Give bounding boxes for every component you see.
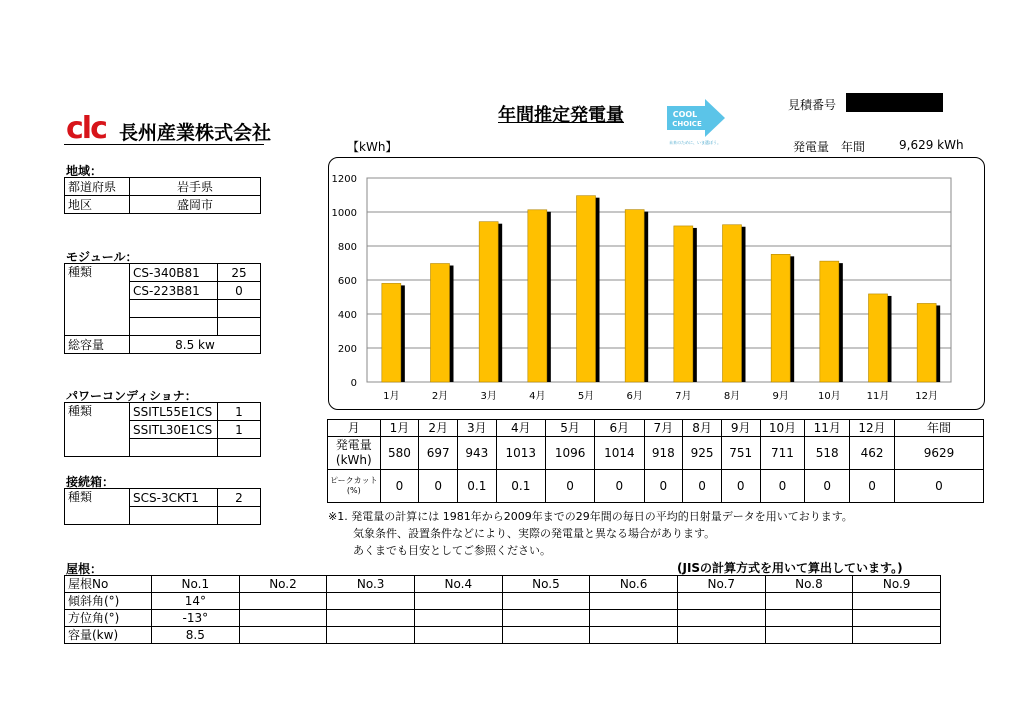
module-heading: モジュール： <box>66 250 138 264</box>
roof-cell <box>677 627 765 644</box>
bar <box>528 210 547 382</box>
roof-column-header: No.3 <box>327 576 415 593</box>
peak-label-line2: (%) <box>346 486 361 495</box>
generation-value: 751 <box>721 437 760 470</box>
roof-heading: 屋根： <box>66 562 103 576</box>
annual-generation-label: 発電量 年間 <box>793 140 866 154</box>
y-tick-label: 400 <box>337 310 357 321</box>
page-title: 年間推定発電量 <box>498 105 624 126</box>
region-table <box>64 177 261 214</box>
region-value-prefecture: 岩手県 <box>130 178 261 196</box>
bar <box>479 222 498 382</box>
y-tick-label: 1200 <box>331 174 357 185</box>
junction-type-label: 種類 <box>65 489 130 525</box>
roof-column-header: No.6 <box>590 576 678 593</box>
bar <box>577 196 596 382</box>
roof-column-header: No.4 <box>414 576 502 593</box>
roof-cell <box>414 593 502 610</box>
generation-value: 697 <box>419 437 458 470</box>
generation-annual-value: 9629 <box>895 437 984 470</box>
roof-cell <box>590 593 678 610</box>
month-header: 12月 <box>850 420 895 437</box>
junction-model <box>130 507 218 525</box>
module-qty <box>218 318 261 336</box>
region-label-prefecture: 都道府県 <box>65 178 130 196</box>
roof-cell <box>239 593 327 610</box>
bar <box>917 303 936 382</box>
generation-value: 580 <box>380 437 419 470</box>
roof-cell <box>414 610 502 627</box>
y-tick-label: 1000 <box>331 208 357 219</box>
peak-value: 0 <box>850 470 895 503</box>
month-header: 9月 <box>721 420 760 437</box>
generation-value: 518 <box>805 437 850 470</box>
module-total-label: 総容量 <box>65 336 130 354</box>
roof-table <box>64 575 941 644</box>
x-tick-label: 8月 <box>723 391 741 402</box>
unit-label: 【kWh】 <box>347 140 398 154</box>
module-model: CS-223B81 <box>130 282 218 300</box>
peak-row-label <box>328 470 381 503</box>
peak-value: 0.1 <box>496 470 545 503</box>
generation-label-line1: 発電量 <box>335 438 372 452</box>
roof-cell: 14° <box>152 593 240 610</box>
month-header: 3月 <box>457 420 496 437</box>
pcs-qty: 1 <box>218 403 261 421</box>
note-line-3: あくまでも目安としてご参照ください。 <box>353 544 551 557</box>
x-tick-label: 9月 <box>772 391 789 402</box>
peak-value: 0 <box>760 470 805 503</box>
roof-row-label: 方位角(°) <box>65 610 152 627</box>
module-type-label: 種類 <box>65 264 130 336</box>
roof-cell <box>414 627 502 644</box>
power-conditioner-heading: パワーコンディショナ： <box>66 389 197 403</box>
cool-choice-line1: COOL <box>672 110 698 119</box>
generation-value: 1014 <box>595 437 644 470</box>
region-heading: 地域： <box>66 164 103 178</box>
module-qty <box>218 300 261 318</box>
roof-column-header: No.5 <box>502 576 590 593</box>
peak-value: 0 <box>545 470 594 503</box>
company-name: 長州産業株式会社 <box>119 122 272 144</box>
month-header: 10月 <box>760 420 805 437</box>
company-logo-mark: clc <box>66 111 106 146</box>
month-header: 5月 <box>545 420 594 437</box>
roof-cell <box>677 593 765 610</box>
pcs-qty: 1 <box>218 421 261 439</box>
generation-value: 1096 <box>545 437 594 470</box>
x-tick-label: 12月 <box>915 391 939 402</box>
roof-cell <box>239 627 327 644</box>
note-line-2: 気象条件、設置条件などにより、実際の発電量と異なる場合があります。 <box>353 527 716 540</box>
peak-value: 0 <box>644 470 683 503</box>
bar <box>869 294 888 382</box>
power-conditioner-table <box>64 402 261 457</box>
roof-cell <box>853 593 941 610</box>
module-model <box>130 318 218 336</box>
x-tick-label: 5月 <box>577 391 595 402</box>
roof-cell <box>765 610 853 627</box>
peak-value: 0 <box>419 470 458 503</box>
bar <box>382 283 401 382</box>
module-qty: 25 <box>218 264 261 282</box>
x-tick-label: 11月 <box>866 391 890 402</box>
roof-cell <box>590 627 678 644</box>
monthly-table <box>327 419 984 503</box>
peak-value: 0 <box>721 470 760 503</box>
x-tick-label: 7月 <box>675 391 692 402</box>
pcs-type-label: 種類 <box>65 403 130 457</box>
bar <box>723 225 742 382</box>
x-tick-label: 3月 <box>480 391 497 402</box>
generation-value: 462 <box>850 437 895 470</box>
x-tick-label: 6月 <box>626 391 643 402</box>
junction-qty: 2 <box>218 489 261 507</box>
module-total-value: 8.5 kw <box>130 336 261 354</box>
module-table <box>64 263 261 354</box>
roof-cell <box>677 610 765 627</box>
peak-value: 0 <box>805 470 850 503</box>
bar <box>625 210 644 382</box>
bar <box>820 261 839 382</box>
bar <box>674 226 693 382</box>
junction-box-table <box>64 488 261 525</box>
roof-cell <box>327 610 415 627</box>
roof-cell <box>853 610 941 627</box>
pcs-model: SSITL30E1CS <box>130 421 218 439</box>
peak-value: 0 <box>380 470 419 503</box>
month-header: 8月 <box>683 420 722 437</box>
generation-value: 1013 <box>496 437 545 470</box>
roof-cell: 8.5 <box>152 627 240 644</box>
pcs-model: SSITL55E1CS <box>130 403 218 421</box>
roof-column-header: No.2 <box>239 576 327 593</box>
generation-row-label <box>328 437 381 470</box>
roof-cell: -13° <box>152 610 240 627</box>
y-tick-label: 600 <box>337 276 357 287</box>
peak-value: 0 <box>683 470 722 503</box>
peak-label-line1: ピークカット <box>330 476 378 485</box>
cool-choice-line2: CHOICE <box>672 120 702 128</box>
module-model: CS-340B81 <box>130 264 218 282</box>
roof-cell <box>502 593 590 610</box>
pcs-model <box>130 439 218 457</box>
monthly-generation-chart <box>328 157 983 408</box>
roof-cell <box>327 627 415 644</box>
logo-underline <box>64 144 264 145</box>
x-tick-label: 4月 <box>529 391 546 402</box>
note-line-1: ※1. 発電量の計算には 1981年から2009年までの29年間の毎日の平均的日射量データを用いております。 <box>328 510 853 523</box>
annual-header: 年間 <box>895 420 984 437</box>
generation-value: 925 <box>683 437 722 470</box>
pcs-qty <box>218 439 261 457</box>
roof-cell <box>765 593 853 610</box>
y-tick-label: 800 <box>337 242 357 253</box>
generation-value: 918 <box>644 437 683 470</box>
cool-choice-logo <box>665 98 729 148</box>
month-header: 6月 <box>595 420 644 437</box>
roof-cell <box>502 627 590 644</box>
generation-label-line2: (kWh) <box>335 453 372 467</box>
roof-column-header: No.8 <box>765 576 853 593</box>
junction-box-heading: 接続箱： <box>66 475 115 489</box>
annual-generation-value: 9,629 kWh <box>899 138 964 152</box>
bar <box>771 254 790 382</box>
roof-cell <box>502 610 590 627</box>
roof-cell <box>327 593 415 610</box>
x-tick-label: 1月 <box>383 391 400 402</box>
peak-value: 0.1 <box>457 470 496 503</box>
month-header: 7月 <box>644 420 683 437</box>
roof-row-label: 傾斜角(°) <box>65 593 152 610</box>
month-header-label: 月 <box>328 420 381 437</box>
junction-model: SCS-3CKT1 <box>130 489 218 507</box>
generation-value: 943 <box>457 437 496 470</box>
estimate-number-label: 見積番号 <box>788 98 837 112</box>
x-tick-label: 10月 <box>817 391 841 402</box>
roof-cell <box>239 610 327 627</box>
roof-header-label: 屋根No <box>65 576 152 593</box>
month-header: 1月 <box>380 420 419 437</box>
region-value-district: 盛岡市 <box>130 196 261 214</box>
peak-value: 0 <box>595 470 644 503</box>
roof-row-label: 容量(kw) <box>65 627 152 644</box>
cool-choice-sub: 未来のために、いま選ぼう。 <box>669 140 721 145</box>
y-tick-label: 200 <box>337 344 357 355</box>
module-qty: 0 <box>218 282 261 300</box>
roof-column-header: No.1 <box>152 576 240 593</box>
month-header: 11月 <box>805 420 850 437</box>
roof-cell <box>765 627 853 644</box>
estimate-number-redacted <box>846 93 943 112</box>
bar <box>431 264 450 382</box>
module-model <box>130 300 218 318</box>
generation-value: 711 <box>760 437 805 470</box>
jis-note: (JISの計算方式を用いて算出しています。) <box>677 561 903 575</box>
roof-cell <box>590 610 678 627</box>
month-header: 4月 <box>496 420 545 437</box>
junction-qty <box>218 507 261 525</box>
roof-cell <box>853 627 941 644</box>
roof-column-header: No.9 <box>853 576 941 593</box>
region-label-district: 地区 <box>65 196 130 214</box>
roof-column-header: No.7 <box>677 576 765 593</box>
y-tick-label: 0 <box>350 378 357 389</box>
peak-annual-value: 0 <box>895 470 984 503</box>
month-header: 2月 <box>419 420 458 437</box>
x-tick-label: 2月 <box>431 391 449 402</box>
